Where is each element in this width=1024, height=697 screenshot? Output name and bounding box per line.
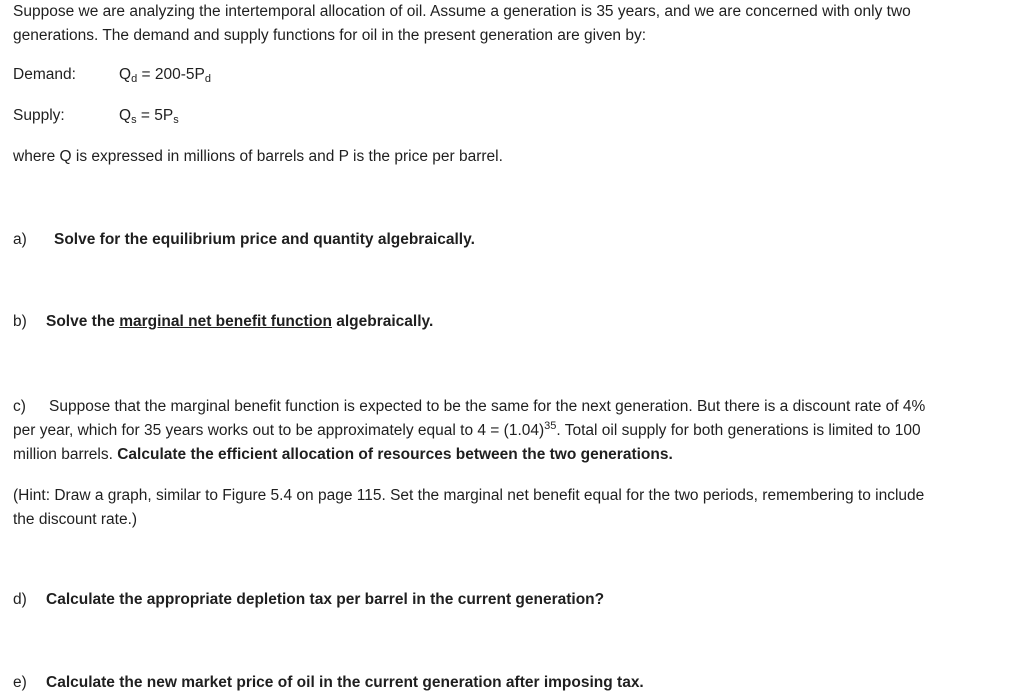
question-c-line-2-pre: per year, which for 35 years works out to be approximately equal to 4 = (1.04)	[13, 422, 545, 439]
question-c-marker: c)	[13, 398, 26, 415]
question-e	[13, 674, 644, 692]
question-b	[13, 313, 433, 331]
question-c-line-2-post: . Total oil supply for both generations is limited to 100	[556, 422, 921, 439]
supply-label: Supply:	[13, 107, 65, 124]
marginal-net-benefit-link[interactable]: marginal net benefit function	[119, 313, 332, 330]
demand-p-subscript: d	[204, 73, 211, 85]
supply-q: Q	[119, 107, 132, 124]
demand-equation	[13, 66, 211, 84]
question-c-line-3	[13, 443, 1013, 467]
question-b-post: algebraically.	[331, 313, 434, 330]
demand-label: Demand:	[13, 66, 76, 83]
hint-line-2: the discount rate.)	[13, 511, 138, 528]
exponent: 35	[544, 420, 557, 432]
supply-q-subscript: s	[131, 114, 137, 126]
supply-rhs: = 5P	[136, 107, 174, 124]
question-d-marker: d)	[13, 591, 27, 608]
question-c-line-3-pre: million barrels.	[13, 446, 118, 463]
question-e-marker: e)	[13, 674, 27, 691]
question-e-text: Calculate the new market price of oil in the current generation after imposing tax.	[46, 674, 644, 691]
question-a-marker: a)	[13, 231, 27, 248]
hint-paragraph	[13, 484, 1013, 532]
question-d	[13, 591, 604, 609]
supply-p-subscript: s	[173, 114, 179, 126]
demand-q-subscript: d	[131, 73, 138, 85]
question-c-line-1	[13, 395, 1013, 419]
question-b-marker: b)	[13, 313, 27, 330]
demand-q: Q	[119, 66, 132, 83]
intro-line-1: Suppose we are analyzing the intertemporal allocation of oil. Assume a generation is 35 years, and we are concerned with only two	[13, 3, 911, 20]
intro-paragraph	[13, 0, 1013, 48]
units-note: where Q is expressed in millions of barrels and P is the price per barrel.	[13, 148, 503, 165]
question-d-text: Calculate the appropriate depletion tax per barrel in the current generation?	[46, 591, 605, 608]
question-c	[13, 395, 1013, 467]
question-b-pre: Solve the	[46, 313, 120, 330]
demand-rhs: = 200-5P	[137, 66, 205, 83]
question-c-line-1-text: Suppose that the marginal benefit function is expected to be the same for the next generation. But there is a discount rate of 4%	[49, 398, 926, 415]
supply-equation	[13, 107, 179, 125]
intro-line-2: generations. The demand and supply functions for oil in the present generation are given by:	[13, 27, 647, 44]
question-c-bold: Calculate the efficient allocation of resources between the two generations.	[117, 446, 673, 463]
question-c-line-2	[13, 419, 1013, 443]
question-a	[13, 231, 475, 249]
question-a-text: Solve for the equilibrium price and quantity algebraically.	[54, 231, 475, 248]
hint-line-1: (Hint: Draw a graph, similar to Figure 5.4 on page 115. Set the marginal net benefit equal for the two periods, remembering to include	[13, 487, 925, 504]
